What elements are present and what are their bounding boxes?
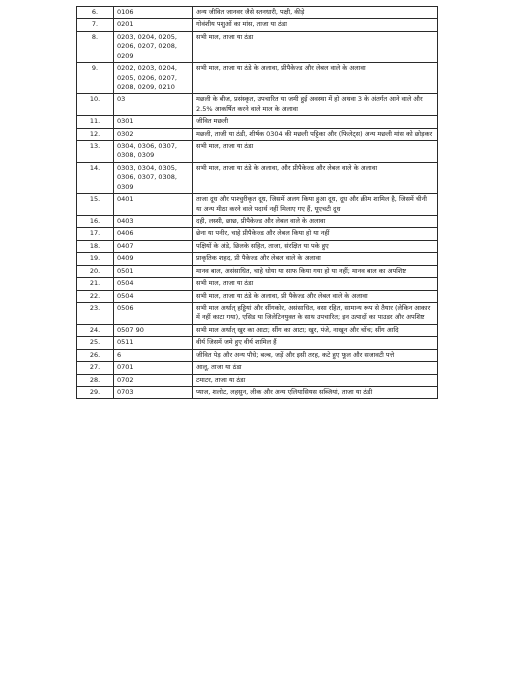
table-row [77, 302, 438, 324]
table-row [77, 386, 438, 398]
description-cell: जीवित पेड़ और अन्य पौधे; बल्ब, जड़ें और इसी तरह, कटे हुए फूल और सजावटी पत्ते [193, 349, 438, 361]
table-row [77, 7, 438, 19]
table-row [77, 240, 438, 252]
table-row [77, 337, 438, 349]
hsn-code-cell: 0703 [114, 386, 193, 398]
table-row [77, 94, 438, 116]
description-cell: प्राकृतिक शहद, प्री पैकेज्ड और लेबल वाले के अलावा [193, 253, 438, 265]
hsn-code-cell: 0407 [114, 240, 193, 252]
description-cell: टमाटर, ताजा या ठंडा [193, 374, 438, 386]
description-cell: सभी माल, ताजा या ठंडा [193, 278, 438, 290]
table-row [77, 194, 438, 216]
hsn-code-cell: 0406 [114, 228, 193, 240]
description-cell: अन्य जीवित जानवर जैसे स्तनधारी, पक्षी, कीड़े [193, 7, 438, 19]
hsn-code-cell: 0303, 0304, 0305, 0306, 0307, 0308, 0309 [114, 162, 193, 193]
table-row [77, 278, 438, 290]
serial-number-cell: 7. [77, 19, 114, 31]
table-row [77, 362, 438, 374]
description-cell: जीवित मछली [193, 116, 438, 128]
serial-number-cell: 29. [77, 386, 114, 398]
table-row [77, 349, 438, 361]
description-cell: मानव बाल, असंसाधित, चाहे धोया या साफ किया गया हो या नहीं; मानव बाल का अपशिष्ट [193, 265, 438, 277]
description-cell: मछली, ताजी या ठंडी, शीर्षक 0304 की मछली पट्टिका और (फिलेट्स) अन्य मछली मांस को छोड़कर [193, 128, 438, 140]
hsn-code-cell: 6 [114, 349, 193, 361]
hsn-code-cell: 0203, 0204, 0205, 0206, 0207, 0208, 0209 [114, 31, 193, 62]
table-row [77, 141, 438, 163]
table-row [77, 324, 438, 336]
table-row [77, 128, 438, 140]
serial-number-cell: 10. [77, 94, 114, 116]
hsn-code-cell: 0302 [114, 128, 193, 140]
table-row [77, 290, 438, 302]
description-cell: वीर्य जिसमें जमे हुए वीर्य शामिल हैं [193, 337, 438, 349]
serial-number-cell: 26. [77, 349, 114, 361]
hsn-code-cell: 0702 [114, 374, 193, 386]
description-cell: आलू, ताजा या ठंडा [193, 362, 438, 374]
description-cell: सभी माल, ताजा या ठंडे के अलावा, प्रीपैकेज्ड और लेबल वाले के अलावा [193, 63, 438, 94]
hsn-code-cell: 0201 [114, 19, 193, 31]
serial-number-cell: 21. [77, 278, 114, 290]
serial-number-cell: 16. [77, 216, 114, 228]
serial-number-cell: 25. [77, 337, 114, 349]
serial-number-cell: 14. [77, 162, 114, 193]
table-row [77, 31, 438, 62]
table-row [77, 162, 438, 193]
description-cell: सभी माल, ताजा या ठंडा [193, 141, 438, 163]
description-cell: मछली के बीज, प्रसंस्कृत, उपचारित या जमी हुई अवस्था में हो अथवा 3 के अंतर्गत आने वाले और 2.5% आकर्षित करने वाले माल के अलावा [193, 94, 438, 116]
hsn-code-cell: 0409 [114, 253, 193, 265]
serial-number-cell: 18. [77, 240, 114, 252]
serial-number-cell: 6. [77, 7, 114, 19]
description-cell: पक्षियों के अंडे, छिलके सहित, ताजा, संरक्षित या पके हुए [193, 240, 438, 252]
hsn-code-cell: 0504 [114, 290, 193, 302]
description-cell: सभी माल अर्थात् खुर का आटा; सींग का आटा; खुर, पंजे, नाखून और चोंच; सींग आदि [193, 324, 438, 336]
hsn-code-cell: 0202, 0203, 0204, 0205, 0206, 0207, 0208, 0209, 0210 [114, 63, 193, 94]
serial-number-cell: 27. [77, 362, 114, 374]
description-cell: गोवंशीय पशुओं का मांस, ताजा या ठंडा [193, 19, 438, 31]
serial-number-cell: 9. [77, 63, 114, 94]
hsn-code-cell: 0701 [114, 362, 193, 374]
description-cell: दही, लस्सी, छाछ, प्रीपैकेज्ड और लेबल वाले के अलावा [193, 216, 438, 228]
hsn-code-cell: 03 [114, 94, 193, 116]
serial-number-cell: 28. [77, 374, 114, 386]
description-cell: सभी माल, ताजा या ठंडे के अलावा, प्री पैकेज्ड और लेबल वाले के अलावा [193, 290, 438, 302]
hsn-code-cell: 0301 [114, 116, 193, 128]
hsn-code-cell: 0403 [114, 216, 193, 228]
hsn-code-cell: 0511 [114, 337, 193, 349]
serial-number-cell: 22. [77, 290, 114, 302]
description-cell: प्याज, शलोट, लहसुन, लीक और अन्य एलियासियस सब्जियां, ताजा या ठंडी [193, 386, 438, 398]
table-row [77, 228, 438, 240]
description-cell: छेना या पनीर, चाहे प्रीपैकेज्ड और लेबल किया हो या नहीं [193, 228, 438, 240]
hsn-code-cell: 0401 [114, 194, 193, 216]
hsn-code-cell: 0507 90 [114, 324, 193, 336]
description-cell: सभी माल, ताजा या ठंडे के अलावा, और प्रीपैकेज्ड और लेबल वाले के अलावा [193, 162, 438, 193]
description-cell: ताजा दूध और पाश्चुरीकृत दूध, जिसमें अलग किया हुआ दूध, दूध और क्रीम शामिल है, जिसमें चीनी या अन्य मीठा करने वाले पदार्थ नहीं मिलाए गए हैं, यूएचटी दूध [193, 194, 438, 216]
serial-number-cell: 8. [77, 31, 114, 62]
table-row [77, 63, 438, 94]
serial-number-cell: 24. [77, 324, 114, 336]
hsn-code-cell: 0506 [114, 302, 193, 324]
serial-number-cell: 19. [77, 253, 114, 265]
serial-number-cell: 11. [77, 116, 114, 128]
hsn-code-cell: 0106 [114, 7, 193, 19]
serial-number-cell: 20. [77, 265, 114, 277]
tariff-table [76, 6, 438, 399]
description-cell: सभी माल, ताजा या ठंडा [193, 31, 438, 62]
description-cell: सभी माल अर्थात् हड्डियां और सींगकोर, असंसाधित, वसा रहित, सामान्य रूप से तैयार (लेकिन आकार में नहीं काटा गया), एसिड या जिलेटिनयुक्त के साथ उपचारित; इन उत्पादों का पाउडर और अपशिष्ट [193, 302, 438, 324]
table-row [77, 253, 438, 265]
hsn-code-cell: 0501 [114, 265, 193, 277]
tariff-table-body [77, 7, 438, 399]
table-row [77, 116, 438, 128]
hsn-code-cell: 0304, 0306, 0307, 0308, 0309 [114, 141, 193, 163]
table-row [77, 374, 438, 386]
table-row [77, 265, 438, 277]
serial-number-cell: 15. [77, 194, 114, 216]
hsn-code-cell: 0504 [114, 278, 193, 290]
serial-number-cell: 13. [77, 141, 114, 163]
serial-number-cell: 17. [77, 228, 114, 240]
table-row [77, 216, 438, 228]
serial-number-cell: 12. [77, 128, 114, 140]
serial-number-cell: 23. [77, 302, 114, 324]
table-row [77, 19, 438, 31]
